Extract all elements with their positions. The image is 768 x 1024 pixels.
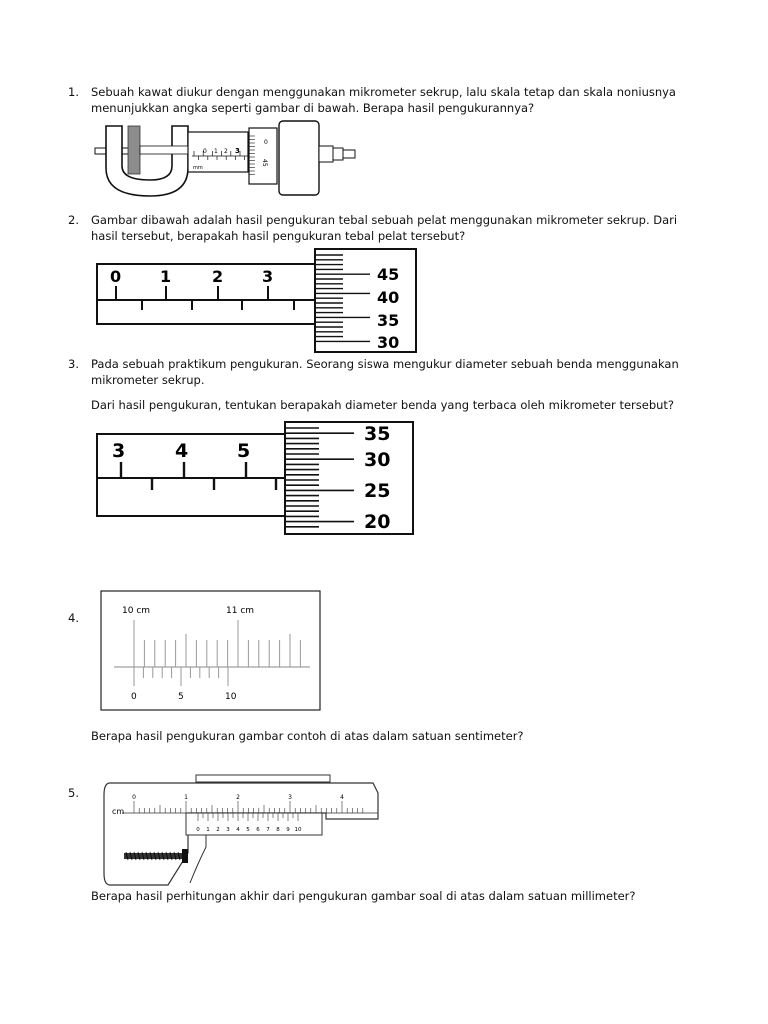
vernier-scale-label: 8	[276, 827, 280, 833]
vernier-scale-label: 1	[206, 827, 210, 833]
vernier-scale-label: 0	[131, 692, 137, 702]
vernier-scale-label: 9	[286, 827, 290, 833]
thimble-label: 30	[377, 333, 400, 352]
question-3-text-2: Dari hasil pengukuran, tentukan berapakah diameter benda yang terbaca oleh mikrometer tersebut?	[91, 398, 675, 412]
caliper-figure-5	[98, 773, 388, 889]
micrometer-frame	[106, 126, 188, 196]
ratchet	[279, 121, 319, 195]
vernier-scale-label: 6	[256, 827, 260, 833]
vernier-scale-label: 5	[246, 827, 250, 833]
main-scale-label: 2	[224, 148, 228, 155]
main-scale-label: 0	[132, 794, 136, 801]
thimble-label: 45	[261, 159, 268, 167]
vernier-figure-4	[100, 590, 322, 712]
scale-unit: cm	[112, 807, 125, 816]
micrometer-figure-2	[94, 248, 424, 353]
question-5-text: Berapa hasil perhitungan akhir dari pengukuran gambar soal di atas dalam satuan millimeter?	[91, 889, 636, 903]
main-scale-label: 5	[237, 440, 251, 462]
main-scale-label: 4	[340, 794, 344, 801]
thimble-label: 45	[377, 265, 400, 284]
main-scale-label: 3	[262, 267, 274, 286]
thimble-label: 0	[264, 139, 268, 146]
main-scale-label: 1	[214, 148, 218, 155]
question-3-number: 3.	[68, 357, 79, 371]
thimble-label: 35	[377, 311, 400, 330]
question-4-number: 4.	[68, 611, 79, 625]
anvil-block	[128, 126, 140, 174]
main-scale-label: 3	[288, 794, 292, 801]
question-3-text: Pada sebuah praktikum pengukuran. Seorang siswa mengukur diameter sebuah benda menggunakan mikrometer sekrup.	[91, 357, 679, 387]
thimble-label: 25	[364, 480, 391, 502]
vernier-scale-label: 3	[226, 827, 230, 833]
moving-jaw	[188, 835, 206, 883]
main-scale-label: 2	[212, 267, 224, 286]
main-scale-label: 0	[203, 148, 207, 155]
question-4-text: Berapa hasil pengukuran gambar contoh di atas dalam satuan sentimeter?	[91, 729, 524, 743]
main-scale-label: 3	[112, 440, 126, 462]
question-5-number: 5.	[68, 786, 79, 800]
vernier-scale-label: 7	[266, 827, 270, 833]
micrometer-figure-3	[94, 420, 420, 536]
main-scale-label: 1	[184, 794, 188, 801]
vernier-scale-label: 0	[196, 827, 200, 833]
main-scale-label: 3	[235, 147, 240, 155]
vernier-scale-label: 4	[236, 827, 240, 833]
sleeve	[97, 434, 289, 516]
vernier-scale-label: 10	[294, 827, 302, 833]
main-scale-label: 4	[175, 440, 189, 462]
vernier-scale-label: 2	[216, 827, 220, 833]
question-2-text: Gambar dibawah adalah hasil pengukuran tebal sebuah pelat menggunakan mikrometer sekrup. Dari hasil tersebut, berapakah hasil pengukuran tebal pelat tersebut?	[91, 213, 678, 243]
micrometer-figure-1	[92, 118, 367, 198]
thimble-label: 30	[364, 449, 391, 471]
main-scale-label: 11 cm	[226, 606, 255, 616]
question-1-number: 1.	[68, 85, 79, 99]
main-scale-label: 10 cm	[122, 606, 151, 616]
thimble-label: 40	[377, 288, 400, 307]
thimble	[249, 128, 277, 184]
sleeve	[97, 264, 317, 324]
thimble-label: 35	[364, 423, 391, 445]
main-scale-label: 0	[110, 267, 122, 286]
vernier-scale-label: 5	[178, 692, 184, 702]
scale-unit: mm	[193, 165, 203, 171]
thimble-label: 20	[364, 511, 391, 533]
vernier-scale-label: 10	[225, 692, 237, 702]
main-scale-label: 1	[160, 267, 172, 286]
question-2-number: 2.	[68, 213, 79, 227]
main-scale-label: 2	[236, 794, 240, 801]
depth-rod	[196, 775, 330, 782]
question-1-text: Sebuah kawat diukur dengan menggunakan mikrometer sekrup, lalu skala tetap dan skala noniusnya menunjukkan angka seperti gambar di bawah. Berapa hasil pengukurannya?	[91, 85, 676, 115]
